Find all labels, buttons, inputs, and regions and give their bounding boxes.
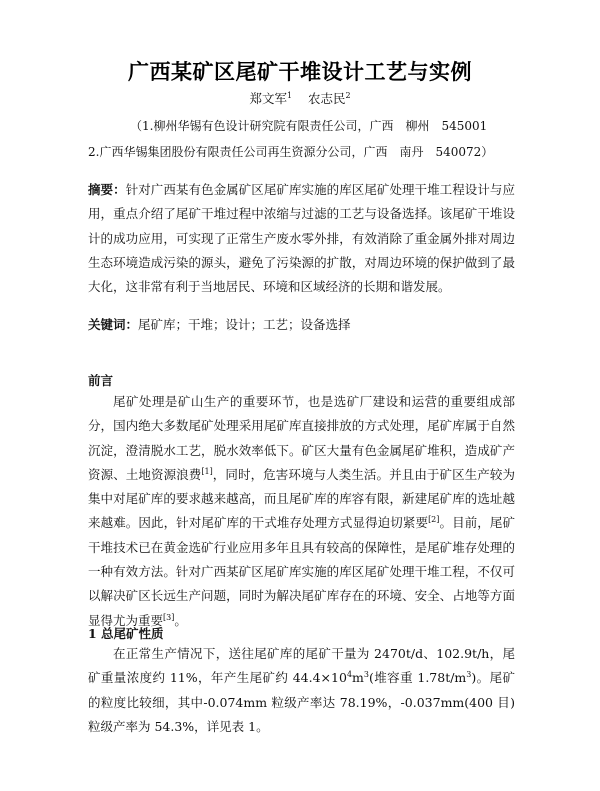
affiliation-1: （1.柳州华锡有色设计研究院有限责任公司，广西 柳州 545001 bbox=[130, 119, 488, 133]
author-name: 郑文军 bbox=[249, 91, 287, 106]
citation: [2] bbox=[428, 515, 440, 525]
preface-heading: 前言 bbox=[88, 373, 114, 388]
section-text: (堆容重 1.78t/m bbox=[368, 670, 467, 686]
paper-title: 广西某矿区尾矿干堆设计工艺与实例 bbox=[128, 60, 472, 84]
keywords-label: 关键词： bbox=[88, 317, 139, 332]
section-1-body bbox=[88, 642, 515, 739]
affiliation-2: 2.广西华锡集团股份有限责任公司再生资源分公司，广西 南丹 540072） bbox=[88, 145, 494, 159]
preface-text: 尾矿处理是矿山生产的重要环节，也是选矿厂建设和运营的重要组成部分，国内绝大多数尾矿处理采用尾矿库直接排放的方式处理，尾矿库属于自然沉淀，澄清脱水工艺，脱水效率低下。矿区大量有色金属尾矿堆积，造成矿产资源、土地资源浪费 bbox=[88, 394, 515, 482]
preface-text: ，同时，危害环境与人类生活。并且由于矿区生产较为集中对尾矿库的要求越来越高，而且尾矿库的库容有限，新建尾矿库的选址越来越难。因此，针对尾矿库的干式堆存处理方式显得迫切紧要 bbox=[88, 466, 515, 531]
abstract-text: 针对广西某有色金属矿区尾矿库实施的库区尾矿处理干堆工程设计与应用，重点介绍了尾矿干堆过程中浓缩与过滤的工艺与设备选择。该尾矿干堆设计的成功应用，可实现了正常生产废水零外排，有效消除了重金属外排对周边生态环境造成污染的源头，避免了污染源的扩散，对周边环境的保护做到了最大化，这非常有利于当地居民、环境和区域经济的长期和谐发展。 bbox=[88, 182, 515, 295]
citation: [1] bbox=[201, 466, 213, 476]
section-text: m bbox=[352, 670, 364, 686]
citation: [3] bbox=[163, 612, 175, 622]
abstract-label: 摘要： bbox=[88, 182, 126, 197]
superscript: 3 bbox=[466, 670, 472, 680]
section-1-heading: 1 总尾矿性质 bbox=[88, 626, 164, 641]
author-line bbox=[0, 89, 600, 107]
keywords-text: 尾矿库；干堆；设计；工艺；设备选择 bbox=[138, 317, 351, 332]
preface-body bbox=[88, 390, 515, 633]
superscript: 3 bbox=[363, 670, 369, 680]
author-mark: 1 bbox=[286, 90, 293, 100]
section-text: 在正常生产情况下，送往尾矿库的尾矿干量为 2470t/d、102.9t/h，尾矿重量浓度约 11%，年产生尾矿约 44.4×10 bbox=[88, 646, 515, 686]
preface-text: 。目前，尾矿干堆技术已在黄金选矿行业应用多年且具有较高的保障性，是尾矿堆存处理的一种有效方法。针对广西某矿区尾矿库实施的库区尾矿处理干堆工程，不仅可以解决矿区长远生产问题，同时为解决尾矿库存在的环境、安全、占地等方面显得尤为重要 bbox=[88, 515, 515, 628]
keywords bbox=[88, 313, 515, 337]
section-text: )。尾矿的粒度比较细，其中-0.074mm 粒级产率达 78.19%，-0.037mm(400 目)粒级产率为 54.3%，详见表 1。 bbox=[88, 670, 515, 734]
author-name: 农志民 bbox=[307, 91, 346, 106]
preface-text: 。 bbox=[174, 612, 187, 628]
abstract bbox=[88, 178, 515, 299]
author-mark: 2 bbox=[345, 90, 351, 100]
superscript: 4 bbox=[346, 670, 353, 680]
